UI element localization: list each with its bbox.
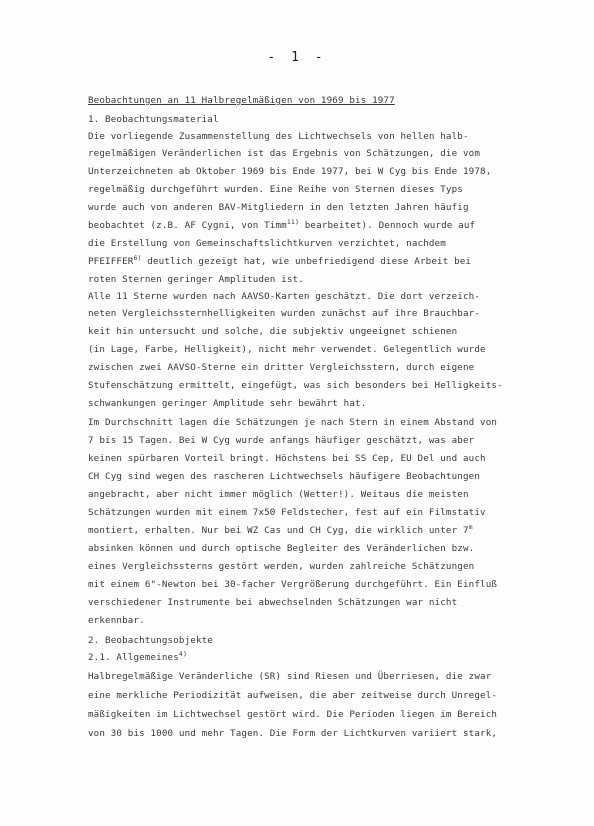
text-line: Unterzeichneten ab Oktober 1969 bis Ende 1977, bei W Cyg bis Ende 1978, (88, 166, 492, 177)
footnote-ref: 6) (133, 254, 142, 262)
page-number: - 1 - (267, 50, 327, 65)
text-segment: montiert, erhalten. Nur bei WZ Cas und CH Cyg, die wirklich unter 7 (88, 525, 469, 536)
text-segment: deutlich gezeigt hat, wie unbefriedigend diese Arbeit bei (141, 256, 472, 267)
text-line: mäßigkeiten im Lichtwechsel gestört wird. Die Perioden liegen im Bereich (88, 709, 498, 720)
text-line: roten Sternen geringer Amplituden ist. (88, 274, 304, 285)
text-line: Die vorliegende Zusammenstellung des Lichtwechsels von hellen halb- (88, 131, 469, 142)
text-line: (in Lage, Farbe, Helligkeit), nicht mehr verwendet. Gelegentlich wurde (88, 344, 486, 355)
text-line: regelmäßigen Veränderlichen ist das Ergebnis von Schätzungen, die vom (88, 148, 481, 159)
text-line: erkennbar. (88, 615, 145, 626)
text-line: angebracht, aber nicht immer möglich (Wetter!). Weitaus die meisten (88, 489, 469, 500)
text-line: keit hin untersucht und solche, die subjektiv ungeeignet schienen (88, 326, 458, 337)
text-line: von 30 bis 1000 und mehr Tagen. Die Form der Lichtkurven variiert stark, (88, 728, 498, 739)
footnote-ref: 4) (178, 650, 188, 658)
document-title: Beobachtungen an 11 Halbregelmäßigen von 1969 bis 1977 (88, 95, 395, 106)
text-line: schwankungen geringer Amplitude sehr bewährt hat. (88, 398, 367, 409)
footnote-ref: 11) (286, 218, 300, 226)
text-line: Alle 11 Sterne wurden nach AAVSO-Karten geschätzt. Die dort verzeich- (88, 291, 481, 302)
text-line: zwischen zwei AAVSO-Sterne ein dritter Vergleichsstern, durch eigene (88, 362, 475, 373)
text-line: CH Cyg sind wegen des rascheren Lichtwechsels häufigere Beobachtungen (88, 471, 481, 482)
text-line: Halbregelmäßige Veränderliche (SR) sind Riesen und Überriesen, die zwar (88, 671, 492, 682)
text-line: Im Durchschnitt lagen die Schätzungen je nach Stern in einem Abstand von (88, 417, 498, 428)
text-line: eines Vergleichssterns gestört werden, wurden zahlreiche Schätzungen (88, 561, 475, 572)
text-segment: PFEIFFER (88, 256, 134, 267)
text-line: Stufenschätzung ermittelt, eingefügt, was sich besonders bei Helligkeits- (88, 380, 503, 391)
text-line: neten Vergleichssternhelligkeiten wurden zunächst auf ihre Brauchbar- (88, 308, 481, 319)
text-line: eine merkliche Periodizität aufweisen, die aber zeitweise durch Unregel- (88, 690, 498, 701)
text-line: mit einem 6"-Newton bei 30-facher Vergrößerung durchgeführt. Ein Einfluß (88, 579, 498, 590)
section-2-heading: 2. Beobachtungsobjekte (88, 635, 213, 646)
subheading-text: 2.1. Allgemeines (88, 652, 179, 663)
text-line: regelmäßig durchgeführt wurden. Eine Reihe von Sternen dieses Typs (88, 184, 463, 195)
text-line: keinen spürbaren Vorteil bringt. Höchstens bei SS Cep, EU Del und auch (88, 453, 486, 464)
text-segment: bearbeitet). Dennoch wurde auf (299, 220, 476, 231)
text-line: 7 bis 15 Tagen. Bei W Cyg wurde anfangs häufiger geschätzt, was aber (88, 435, 475, 446)
section-2-1-heading (88, 652, 187, 664)
text-line: die Erstellung von Gemeinschaftslichtkurven verzichtet, nachdem (88, 238, 446, 249)
text-line: wurde auch von anderen BAV-Mitgliedern in den letzten Jahren häufig (88, 202, 469, 213)
text-segment: beobachtet (z.B. AF Cygni, von Timm (88, 220, 287, 231)
text-line-with-superscript (88, 525, 473, 537)
section-1-heading: 1. Beobachtungsmaterial (88, 114, 219, 125)
magnitude-superscript: m (468, 523, 473, 531)
text-line-with-footnote (88, 256, 471, 268)
text-line-with-footnote (88, 220, 475, 232)
text-line: absinken können und durch optische Begleiter des Veränderlichen bzw. (88, 543, 475, 554)
text-line: verschiedener Instrumente bei abwechselnden Schätzungen war nicht (88, 597, 458, 608)
text-line: Schätzungen wurden mit einem 7x50 Feldstecher, fest auf ein Filmstativ (88, 507, 486, 518)
